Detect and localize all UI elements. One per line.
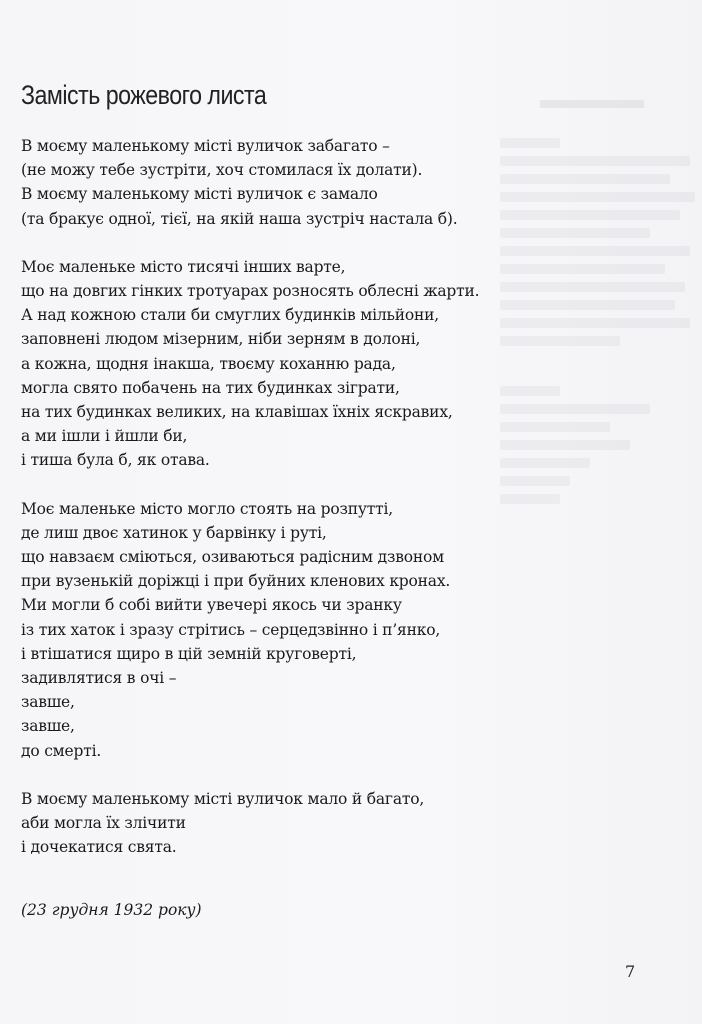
poem-line: а ми ішли і йшли би, (21, 427, 188, 446)
poem-body (21, 134, 501, 883)
poem-line: аби могла їх злічити (21, 814, 186, 833)
poem-line: Моє маленьке місто тисячі інших варте, (21, 257, 346, 276)
bleed-through-title-shape: ▬▬▬▬ (540, 84, 644, 114)
poem-line: на тих будинках великих, на клавішах їхніх яскравих, (21, 403, 453, 422)
poem-line: могла свято побачень на тих будинках зіграти, (21, 378, 400, 397)
bleed-through-text-shapes (500, 130, 700, 512)
poem-line: що навзаєм сміються, озиваються радісним дзвоном (21, 548, 444, 567)
poem-line: завше, (21, 717, 75, 736)
poem-line: (та бракує одної, тієї, на якій наша зустріч настала б). (21, 209, 458, 228)
poem-line: і тиша була б, як отава. (21, 451, 210, 470)
poem-line: заповнені людом мізерним, ніби зерням в долоні, (21, 330, 421, 349)
stanza-1 (21, 134, 501, 231)
poem-line: (не можу тебе зустріти, хоч стомилася їх долати). (21, 161, 423, 180)
poem-line: В моєму маленькому місті вуличок мало й багато, (21, 789, 425, 808)
page-number: 7 (625, 962, 636, 981)
poem-line: і втішатися щиро в цій земній круговерті, (21, 644, 357, 663)
poem-line: Ми могли б собі вийти увечері якось чи зранку (21, 596, 402, 615)
poem-line: де лиш двоє хатинок у барвінку і руті, (21, 523, 327, 542)
poem-line: А над кожною стали би смуглих будинків мільйони, (21, 306, 439, 325)
stanza-2 (21, 255, 501, 473)
poem-line: що на довгих гінких тротуарах розносять облесні жарти. (21, 282, 480, 301)
poem-line: В моєму маленькому місті вуличок є замало (21, 185, 378, 204)
poem-line: Моє маленьке місто могло стоять на розпутті, (21, 499, 394, 518)
poem-line: завше, (21, 693, 75, 712)
poem-date: (23 грудня 1932 року) (21, 901, 202, 919)
poem-line: В моєму маленькому місті вуличок забагато – (21, 137, 390, 155)
poem-line: до смерті. (21, 741, 102, 760)
poem-line: із тих хаток і зразу стрітись – серцедзвінно і п’янко, (21, 620, 441, 639)
poem-line: задивлятися в очі – (21, 669, 177, 688)
stanza-3 (21, 497, 501, 763)
stanza-4 (21, 787, 501, 860)
poem-line: і дочекатися свята. (21, 838, 177, 857)
poem-line: при вузенькій доріжці і при буйних кленових кронах. (21, 572, 451, 591)
poem-title: Замість рожевого листа (21, 80, 267, 110)
poem-line: а кожна, щодня інакша, твоєму коханню рада, (21, 354, 396, 373)
